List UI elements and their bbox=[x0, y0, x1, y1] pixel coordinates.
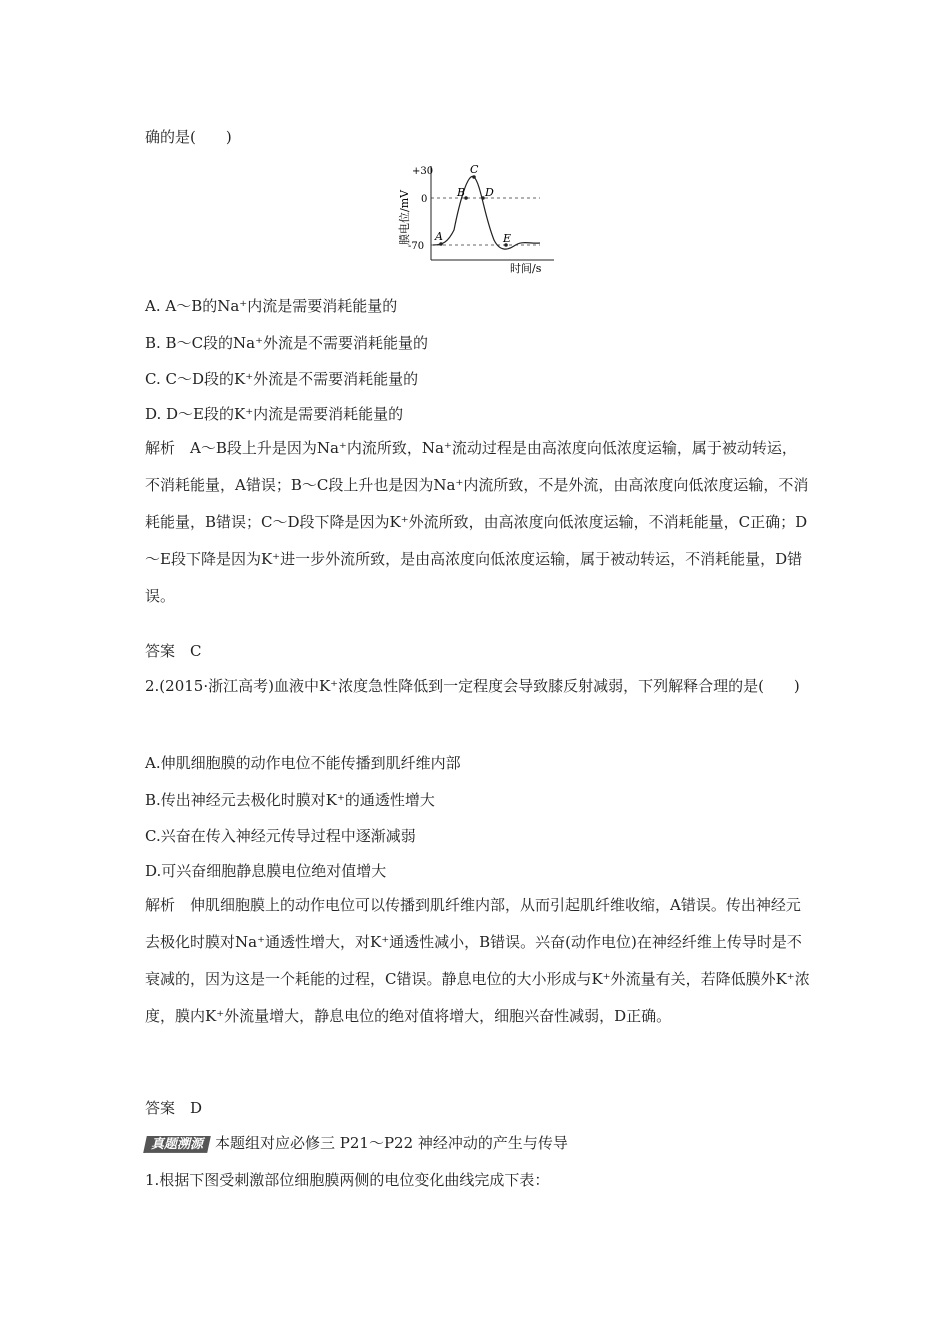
ytick-label: -70 bbox=[408, 241, 425, 252]
point-label-c: C bbox=[470, 163, 479, 176]
analysis-paragraph: 解析 A～B段上升是因为Na⁺内流所致，Na⁺流动过程是由高浓度向低浓度运输，属于被动转运，不消耗能量，A错误；B～C段上升也是因为Na⁺内流所致，不是外流，由高浓度向低浓度运输，不消耗能量，B错误；C～D段下降是因为K⁺外流所致，由高浓度向低浓度运输，不消耗能量，C正确；D～E段下降是因为K⁺进一步外流所致，是由高浓度向低浓度运输，属于被动转运，不消耗能量，D错误。 bbox=[145, 439, 809, 605]
answer-line: 答案 D bbox=[145, 1099, 203, 1117]
ytick-label: +30 bbox=[412, 166, 434, 177]
option-c: C. C～D段的K⁺外流是不需要消耗能量的 bbox=[145, 370, 419, 388]
point-label-b: B bbox=[457, 186, 466, 199]
x-axis-label: 时间/s bbox=[510, 262, 542, 275]
point-label-d: D bbox=[485, 186, 494, 199]
question-2-stem: 2.(2015·浙江高考)血液中K⁺浓度急性降低到一定程度会导致膝反射减弱，下列解释合理的是( ) bbox=[145, 677, 800, 695]
source-tag: 真题溯源 bbox=[143, 1136, 211, 1153]
answer-line: 答案 C bbox=[145, 642, 202, 660]
option-a: A. A～B的Na⁺内流是需要消耗能量的 bbox=[145, 297, 398, 315]
task-line: 1.根据下图受刺激部位细胞膜两侧的电位变化曲线完成下表： bbox=[145, 1171, 550, 1189]
question-stem-tail: 确的是( ) bbox=[145, 128, 232, 146]
analysis-paragraph: 解析 伸肌细胞膜上的动作电位可以传播到肌纤维内部，从而引起肌纤维收缩，A错误。传出神经元去极化时膜对Na⁺通透性增大，对K⁺通透性减小，B错误。兴奋(动作电位)在神经纤维上传导时是不衰减的，因为这是一个耗能的过程，C错误。静息电位的大小形成与K⁺外流量有关，若降低膜外K⁺浓度，膜内K⁺外流量增大，静息电位的绝对值将增大，细胞兴奋性减弱，D正确。 bbox=[145, 896, 810, 1025]
option-a: A.伸肌细胞膜的动作电位不能传播到肌纤维内部 bbox=[145, 754, 461, 772]
option-d: D.可兴奋细胞静息膜电位绝对值增大 bbox=[145, 862, 387, 880]
option-b: B.传出神经元去极化时膜对K⁺的通透性增大 bbox=[145, 791, 435, 809]
y-axis-label: 膜电位/mV bbox=[398, 189, 411, 245]
ytick-label: 0 bbox=[421, 194, 428, 205]
option-d: D. D～E段的K⁺内流是需要消耗能量的 bbox=[145, 405, 404, 423]
membrane-potential-figure bbox=[388, 160, 563, 278]
point-label-e: E bbox=[503, 232, 512, 245]
source-text: 本题组对应必修三 P21～P22 神经冲动的产生与传导 bbox=[215, 1134, 568, 1152]
point-label-a: A bbox=[435, 230, 443, 243]
option-c: C.兴奋在传入神经元传导过程中逐渐减弱 bbox=[145, 827, 416, 845]
option-b: B. B～C段的Na⁺外流是不需要消耗能量的 bbox=[145, 334, 429, 352]
source-line bbox=[145, 1133, 568, 1153]
